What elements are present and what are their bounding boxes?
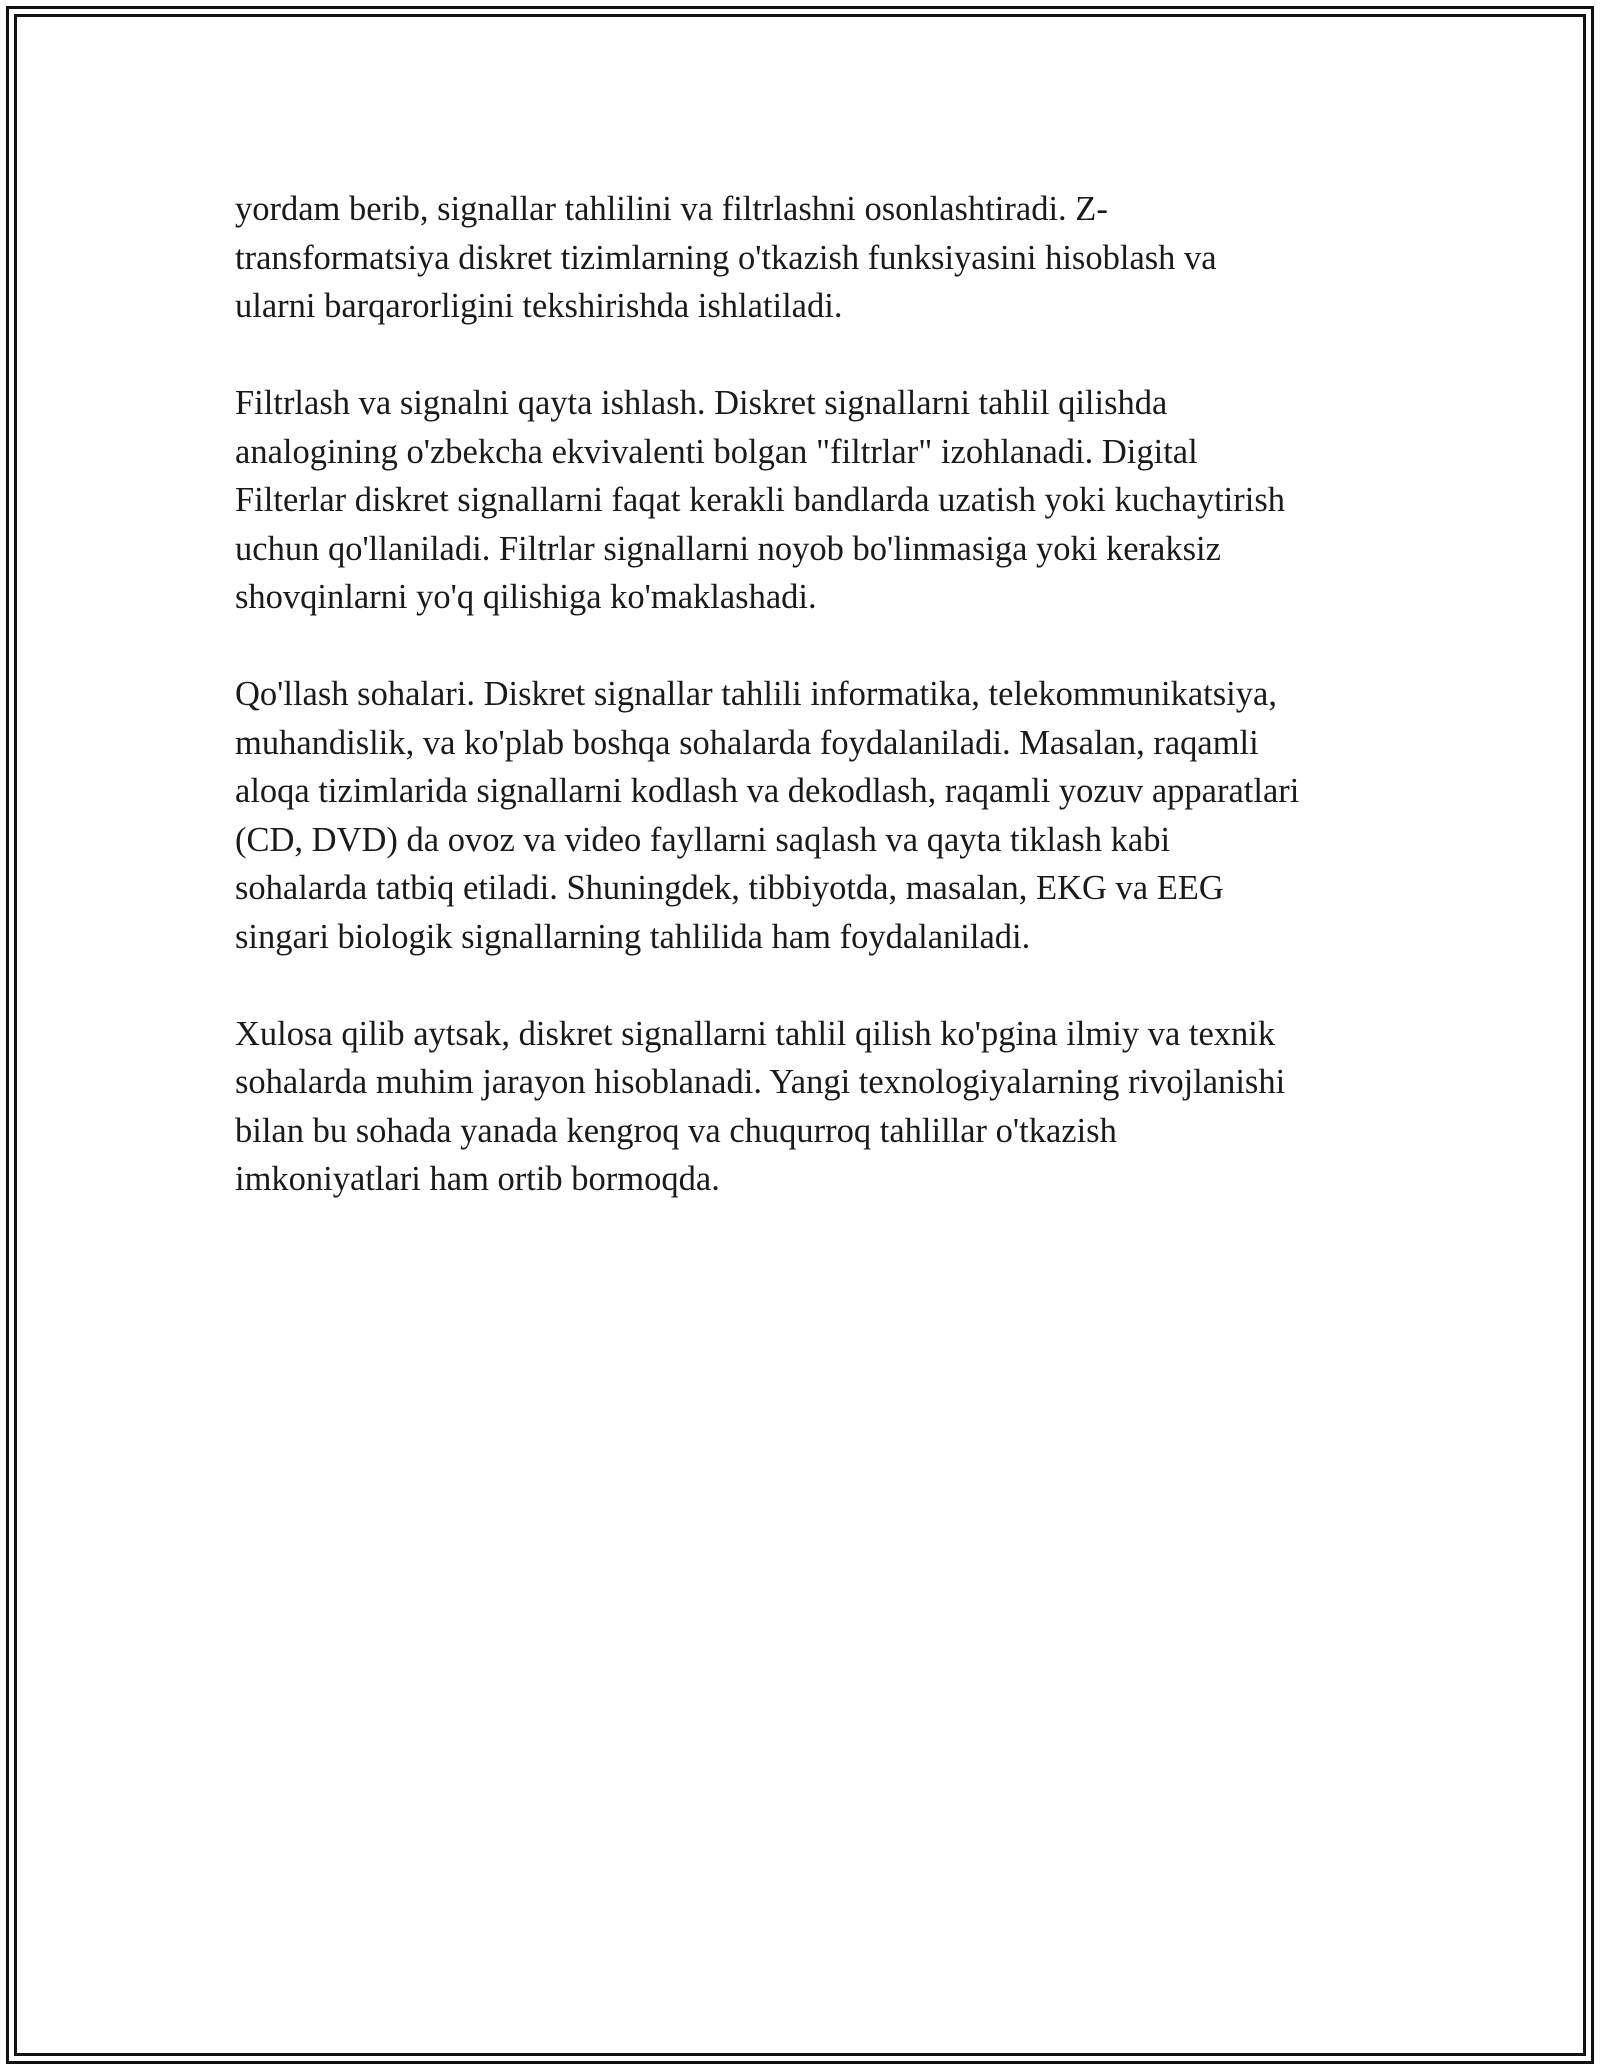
text-line: analogining o'zbekcha ekvivalenti bolgan "filtrlar" izohlanadi. Digital — [235, 432, 1198, 471]
text-line: sohalarda muhim jarayon hisoblanadi. Yangi texnologiyalarning rivojlanishi — [235, 1063, 1286, 1101]
text-line: shovqinlarni yo'q qilishiga ko'maklashadi. — [235, 578, 817, 616]
document-body — [235, 185, 1395, 1252]
text-line: singari biologik signallarning tahlilida ham foydalaniladi. — [235, 917, 1031, 956]
paragraph-applications — [235, 670, 1395, 961]
text-line: Qo'llash sohalari. Diskret signallar tahlili informatika, telekommunikatsiya, — [235, 675, 1277, 713]
text-line: aloqa tizimlarida signallarni kodlash va dekodlash, raqamli yozuv apparatlari — [235, 772, 1300, 810]
text-line: Filtrlash va signalni qayta ishlash. Diskret signallarni tahlil qilishda — [235, 384, 1168, 422]
text-line: ularni barqarorligini tekshirishda ishlatiladi. — [235, 287, 843, 325]
text-line: Filterlar diskret signallarni faqat kerakli bandlarda uzatish yoki kuchaytirish — [235, 481, 1286, 519]
text-line: uchun qo'llaniladi. Filtrlar signallarni noyob bo'linmasiga yoki keraksiz — [235, 529, 1221, 568]
paragraph-conclusion — [235, 1010, 1395, 1204]
paragraph-z-transform — [235, 185, 1395, 331]
text-line: imkoniyatlari ham ortib bormoqda. — [235, 1160, 720, 1198]
text-line: (CD, DVD) da ovoz va video fayllarni saqlash va qayta tiklash kabi — [235, 820, 1171, 859]
text-line: transformatsiya diskret tizimlarning o'tkazish funksiyasini hisoblash va — [235, 238, 1217, 277]
text-line: yordam berib, signallar tahlilini va filtrlashni osonlashtiradi. Z- — [235, 190, 1108, 228]
text-line: sohalarda tatbiq etiladi. Shuningdek, tibbiyotda, masalan, EKG va EEG — [235, 869, 1224, 907]
text-line: muhandislik, va ko'plab boshqa sohalarda foydalaniladi. Masalan, raqamli — [235, 723, 1259, 762]
text-line: Xulosa qilib aytsak, diskret signallarni tahlil qilish ko'pgina ilmiy va texnik — [235, 1014, 1276, 1053]
text-line: bilan bu sohada yanada kengroq va chuqurroq tahlillar o'tkazish — [235, 1111, 1117, 1150]
paragraph-filtering — [235, 379, 1395, 622]
